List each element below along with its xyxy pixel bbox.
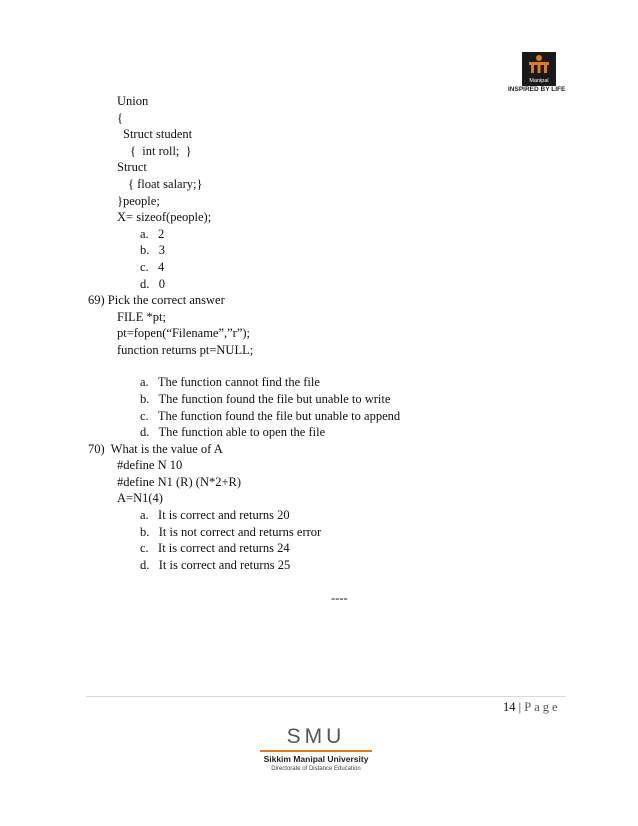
- option-item: d. The function able to open the file: [140, 425, 326, 439]
- code-line: FILE *pt;: [117, 310, 166, 324]
- option-item: b. The function found the file but unable to write: [140, 392, 391, 406]
- code-line: #define N1 (R) (N*2+R): [117, 475, 242, 489]
- option-item: c. It is correct and returns 24: [140, 541, 290, 555]
- code-line: pt=fopen(“Filename”,”r”);: [117, 326, 251, 340]
- page-label: Page: [524, 700, 561, 714]
- option-item: b. It is not correct and returns error: [140, 525, 322, 539]
- code-line: function returns pt=NULL;: [117, 343, 254, 357]
- option-item: d. It is correct and returns 25: [140, 558, 291, 572]
- code-line: Union: [117, 94, 149, 108]
- footer-divider: [86, 696, 566, 697]
- option-item: b. 3: [140, 243, 165, 257]
- code-line: Struct student: [123, 127, 193, 141]
- smu-title: SMU: [286, 725, 346, 748]
- smu-accent-bar: [260, 750, 372, 752]
- page-number-value: 14: [503, 700, 516, 714]
- code-line: X= sizeof(people);: [117, 210, 212, 224]
- code-line: A=N1(4): [117, 491, 163, 505]
- smu-subtitle: Directorate of Distance Education: [271, 766, 361, 772]
- option-item: a. It is correct and returns 20: [140, 508, 290, 522]
- smu-name: Sikkim Manipal University: [263, 754, 369, 764]
- code-line: { int roll; }: [130, 144, 192, 158]
- page-number: [503, 700, 561, 715]
- question-69: 69) Pick the correct answer: [88, 293, 225, 307]
- smu-footer-logo: [256, 726, 376, 773]
- code-line: {: [117, 111, 123, 125]
- option-item: a. The function cannot find the file: [140, 375, 320, 389]
- code-line: Struct: [117, 160, 147, 174]
- question-70: 70) What is the value of A: [88, 442, 223, 456]
- option-item: a. 2: [140, 227, 165, 241]
- option-item: c. The function found the file but unable to append: [140, 409, 401, 423]
- logo-tagline: INSPIRED BY LIFE: [508, 86, 566, 93]
- code-line: }people;: [117, 194, 160, 208]
- logo-word: Manipal: [529, 78, 549, 84]
- page-separator: |: [518, 700, 522, 714]
- code-line: #define N 10: [117, 458, 183, 472]
- option-item: c. 4: [140, 260, 165, 274]
- option-item: d. 0: [140, 277, 165, 291]
- end-marker: ----: [331, 591, 348, 605]
- code-line: { float salary;}: [128, 177, 203, 191]
